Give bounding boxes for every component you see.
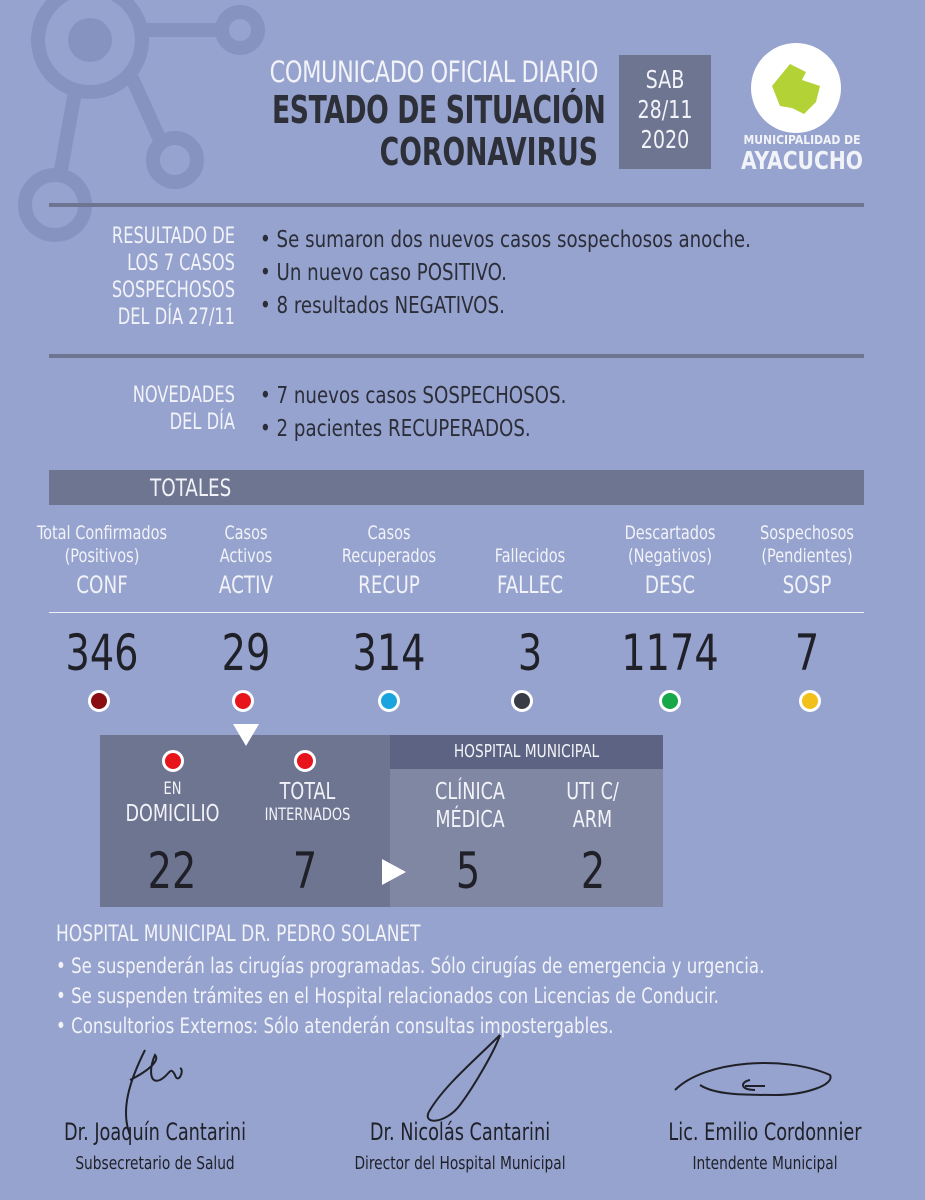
- signature-name-3: Lic. Emilio Cordonnier: [668, 1118, 862, 1146]
- clinica-label-l1: CLÍNICA: [435, 779, 505, 805]
- municipality-logo-icon: [750, 42, 842, 134]
- stat-value: 1174: [621, 624, 719, 682]
- stat-label: Total Confirmados: [36, 522, 168, 544]
- stat-value: 314: [352, 624, 426, 682]
- list-item: • Se suspenden trámites en el Hospital relacionados con Licencias de Conducir.: [56, 982, 764, 1012]
- stat-code: DESC: [644, 571, 696, 599]
- stat-value: 29: [221, 624, 271, 682]
- logo-text-ayacucho: AYACUCHO: [741, 146, 863, 175]
- stat-value: 7: [794, 624, 820, 682]
- hospital-notes-title: HOSPITAL MUNICIPAL DR. PEDRO SOLANET: [56, 922, 421, 947]
- stat-label: Casos: [224, 522, 268, 544]
- signature-3-icon: [655, 1050, 845, 1120]
- desc-dot-icon: [659, 690, 681, 712]
- clinica-label-l2: MÉDICA: [435, 807, 505, 833]
- totales-divider: [49, 612, 864, 613]
- internados-dot-icon: [294, 750, 316, 772]
- stat-code: RECUP: [358, 571, 420, 599]
- novedades-list: [260, 380, 566, 446]
- signature-role-3: Intendente Municipal: [692, 1153, 838, 1174]
- signature-name-1: Dr. Joaquín Cantarini: [63, 1118, 247, 1146]
- stat-label: Fallecidos: [494, 545, 566, 567]
- date-daymonth: 28/11: [637, 95, 693, 124]
- stat-label: Activos: [219, 545, 273, 567]
- stat-label: Sospechosos: [760, 522, 854, 544]
- uti-label-l2: ARM: [572, 807, 613, 833]
- stat-code: ACTIV: [218, 571, 274, 599]
- list-item: • Consultorios Externos: Sólo atenderán consultas impostergables.: [56, 1012, 764, 1042]
- stat-label: (Negativos): [627, 545, 713, 567]
- hospital-notes-list: [56, 952, 764, 1042]
- signature-name-2: Dr. Nicolás Cantarini: [369, 1118, 551, 1146]
- signature-2-icon: [405, 1030, 515, 1130]
- list-item: • 8 resultados NEGATIVOS.: [260, 290, 751, 323]
- activ-dot-icon: [232, 690, 254, 712]
- stat-code: FALLEC: [496, 571, 564, 599]
- list-item: • 2 pacientes RECUPERADOS.: [260, 413, 566, 446]
- fallec-dot-icon: [511, 690, 533, 712]
- stat-code: SOSP: [782, 571, 832, 599]
- molecule-decoration-icon: [0, 0, 280, 260]
- stat-label: (Positivos): [64, 545, 140, 567]
- logo-text-municipalidad: MUNICIPALIDAD DE: [743, 133, 861, 147]
- conf-dot-icon: [88, 690, 110, 712]
- date-year: 2020: [640, 125, 690, 154]
- domicilio-dot-icon: [162, 750, 184, 772]
- stat-conf: [22, 522, 182, 682]
- header-title-line1: ESTADO DE SITUACIÓN: [271, 88, 606, 132]
- stat-label: Descartados: [624, 522, 716, 544]
- triangle-right-icon: [380, 857, 408, 887]
- clinica-value: 5: [455, 842, 481, 900]
- header-subtitle: COMUNICADO OFICIAL DIARIO: [269, 55, 598, 89]
- stat-activ: [166, 522, 326, 682]
- resultado-label-line: DEL DÍA 27/11: [117, 305, 235, 330]
- sosp-dot-icon: [799, 690, 821, 712]
- date-box: [619, 55, 711, 169]
- list-item: • Se sumaron dos nuevos casos sospechosos anoche.: [260, 224, 751, 257]
- list-item: • Un nuevo caso POSITIVO.: [260, 257, 751, 290]
- stat-sosp: [727, 522, 887, 682]
- uti-label-l1: UTI C/: [566, 779, 619, 805]
- domicilio-label-l2: DOMICILIO: [125, 801, 220, 827]
- divider: [49, 354, 864, 358]
- novedades-label-line: DEL DÍA: [169, 410, 235, 435]
- domicilio-label-l1: EN: [163, 779, 182, 799]
- list-item: • 7 nuevos casos SOSPECHOSOS.: [260, 380, 566, 413]
- recup-dot-icon: [378, 690, 400, 712]
- internados-label-l1: TOTAL: [279, 779, 336, 805]
- uti-value: 2: [580, 842, 606, 900]
- resultado-label-line: SOSPECHOSOS: [111, 278, 235, 303]
- novedades-label-line: NOVEDADES: [132, 383, 235, 408]
- stat-value: 3: [517, 624, 543, 682]
- stat-label: Casos: [367, 522, 411, 544]
- signature-role-1: Subsecretario de Salud: [75, 1153, 235, 1174]
- list-item: • Se suspenderán las cirugías programadas. Sólo cirugías de emergencia y urgencia.: [56, 952, 764, 982]
- resultado-label-line: LOS 7 CASOS: [127, 251, 235, 276]
- internados-value: 7: [292, 842, 318, 900]
- signature-role-2: Director del Hospital Municipal: [354, 1153, 566, 1174]
- stat-code: CONF: [76, 571, 128, 599]
- resultado-label-line: RESULTADO DE: [111, 224, 235, 249]
- triangle-down-icon: [231, 722, 261, 750]
- stat-desc: [590, 522, 750, 682]
- resultado-label: [75, 223, 235, 331]
- divider: [49, 203, 864, 207]
- novedades-label: [75, 382, 235, 436]
- domicilio-value: 22: [147, 842, 197, 900]
- hospital-header-label: HOSPITAL MUNICIPAL: [453, 741, 600, 762]
- stat-recup: [309, 522, 469, 682]
- internados-label-l2: INTERNADOS: [264, 805, 351, 825]
- resultado-list: [260, 224, 751, 323]
- stat-label: [462, 522, 598, 545]
- stat-label: Recuperados: [341, 545, 437, 567]
- totales-title: TOTALES: [150, 474, 232, 502]
- stat-value: 346: [65, 624, 139, 682]
- stat-label: (Pendientes): [761, 545, 853, 567]
- date-day: SAB: [645, 65, 685, 94]
- header-title-line2: CORONAVIRUS: [379, 130, 598, 174]
- stat-fallec: [450, 522, 610, 682]
